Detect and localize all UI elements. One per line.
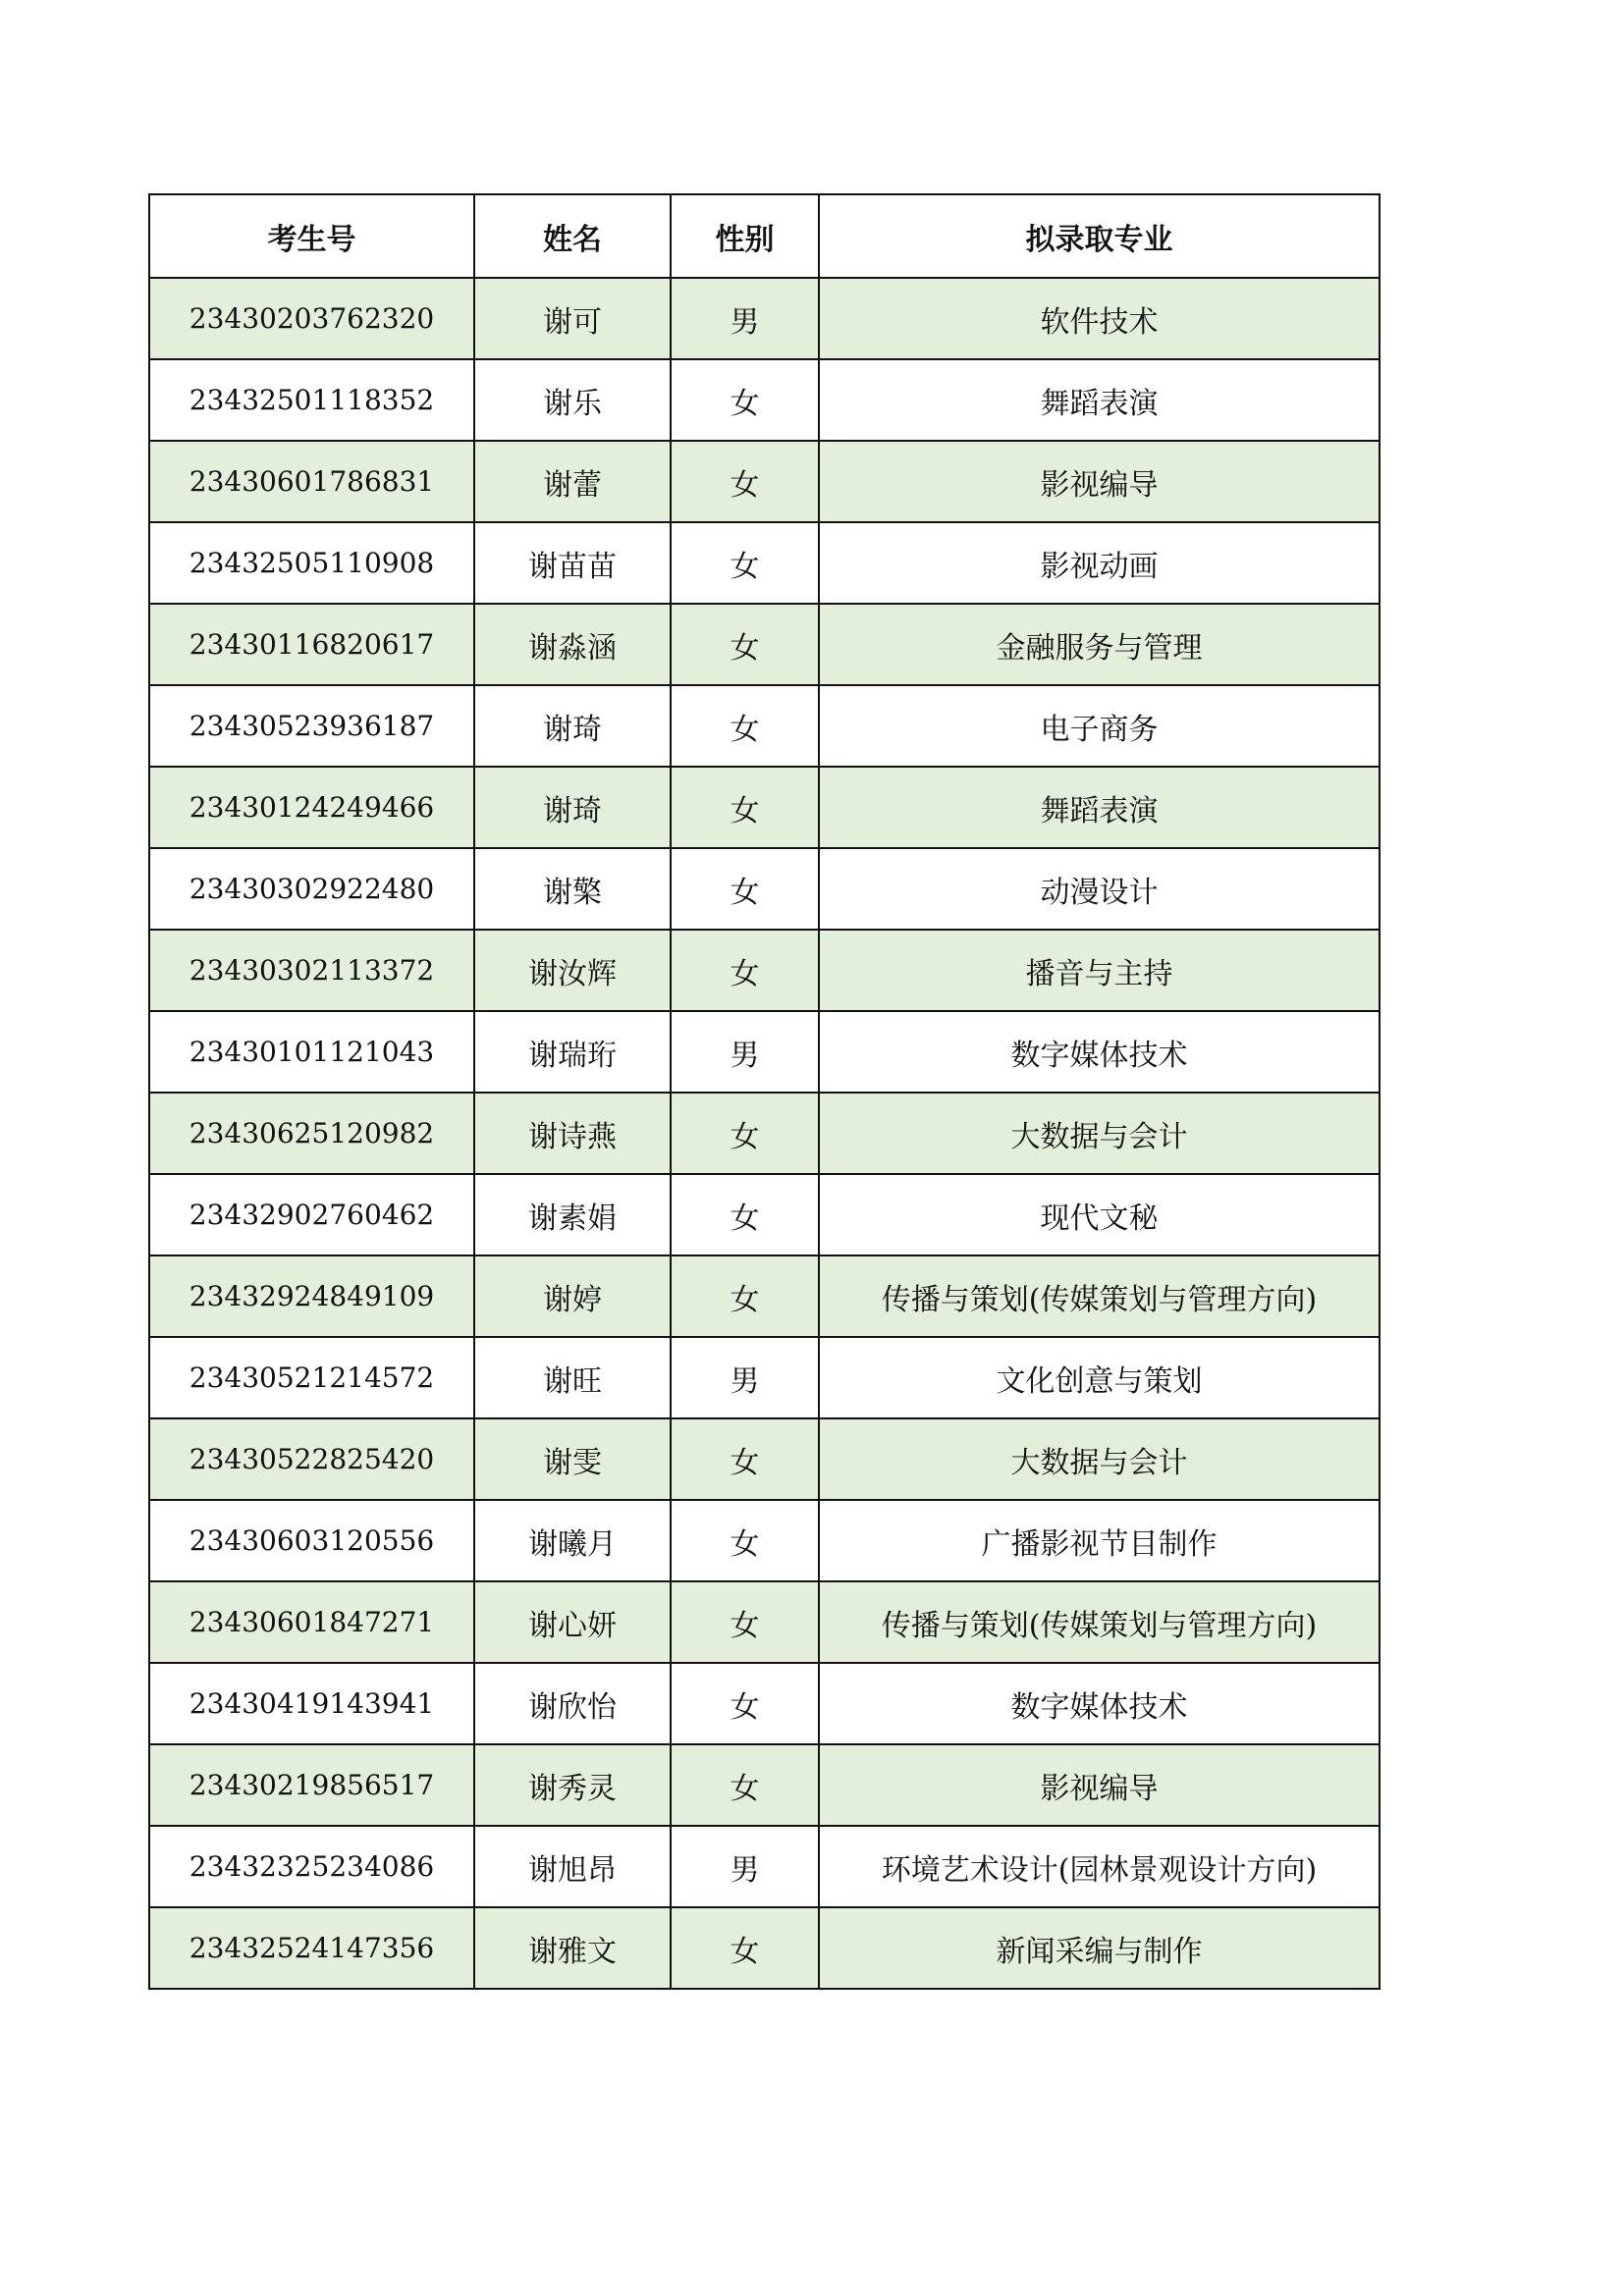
name-cell: 谢旺 <box>474 1337 671 1418</box>
table-row <box>149 848 1380 930</box>
major-cell: 电子商务 <box>819 685 1380 767</box>
exam-id-cell: 23432501118352 <box>149 359 474 441</box>
exam-id-cell: 23430603120556 <box>149 1500 474 1581</box>
gender-cell: 女 <box>671 767 819 848</box>
gender-cell: 女 <box>671 522 819 604</box>
exam-id-cell: 23430302922480 <box>149 848 474 930</box>
major-cell: 动漫设计 <box>819 848 1380 930</box>
name-cell: 谢瑞珩 <box>474 1011 671 1093</box>
name-cell: 谢素娟 <box>474 1174 671 1255</box>
gender-cell: 女 <box>671 1093 819 1174</box>
gender-cell: 女 <box>671 685 819 767</box>
gender-cell: 女 <box>671 441 819 522</box>
table-row <box>149 1500 1380 1581</box>
major-cell: 影视动画 <box>819 522 1380 604</box>
exam-id-cell: 23430601786831 <box>149 441 474 522</box>
exam-id-cell: 23430101121043 <box>149 1011 474 1093</box>
name-cell: 谢雯 <box>474 1418 671 1500</box>
name-cell: 谢檠 <box>474 848 671 930</box>
table-row <box>149 1907 1380 1989</box>
major-cell: 环境艺术设计(园林景观设计方向) <box>819 1826 1380 1907</box>
table-row <box>149 604 1380 685</box>
gender-cell: 男 <box>671 1337 819 1418</box>
major-cell: 金融服务与管理 <box>819 604 1380 685</box>
major-cell: 新闻采编与制作 <box>819 1907 1380 1989</box>
table-row <box>149 1663 1380 1744</box>
exam-id-cell: 23432505110908 <box>149 522 474 604</box>
name-cell: 谢雅文 <box>474 1907 671 1989</box>
table-row <box>149 359 1380 441</box>
exam-id-cell: 23430625120982 <box>149 1093 474 1174</box>
name-cell: 谢琦 <box>474 767 671 848</box>
exam-id-cell: 23430419143941 <box>149 1663 474 1744</box>
table-row <box>149 1418 1380 1500</box>
major-cell: 传播与策划(传媒策划与管理方向) <box>819 1255 1380 1337</box>
gender-cell: 女 <box>671 1500 819 1581</box>
table-row <box>149 522 1380 604</box>
name-cell: 谢可 <box>474 278 671 359</box>
gender-cell: 女 <box>671 848 819 930</box>
table-row <box>149 278 1380 359</box>
header-gender: 性别 <box>671 194 819 278</box>
exam-id-cell: 23432902760462 <box>149 1174 474 1255</box>
table-row <box>149 1255 1380 1337</box>
major-cell: 舞蹈表演 <box>819 359 1380 441</box>
name-cell: 谢欣怡 <box>474 1663 671 1744</box>
header-row <box>149 194 1380 278</box>
name-cell: 谢琦 <box>474 685 671 767</box>
table-row <box>149 441 1380 522</box>
gender-cell: 女 <box>671 359 819 441</box>
major-cell: 播音与主持 <box>819 930 1380 1011</box>
name-cell: 谢心妍 <box>474 1581 671 1663</box>
gender-cell: 女 <box>671 604 819 685</box>
exam-id-cell: 23432325234086 <box>149 1826 474 1907</box>
major-cell: 软件技术 <box>819 278 1380 359</box>
exam-id-cell: 23430302113372 <box>149 930 474 1011</box>
major-cell: 舞蹈表演 <box>819 767 1380 848</box>
exam-id-cell: 23430124249466 <box>149 767 474 848</box>
admission-table <box>148 193 1380 1990</box>
major-cell: 大数据与会计 <box>819 1418 1380 1500</box>
major-cell: 影视编导 <box>819 1744 1380 1826</box>
gender-cell: 男 <box>671 1011 819 1093</box>
table-row <box>149 1011 1380 1093</box>
major-cell: 大数据与会计 <box>819 1093 1380 1174</box>
gender-cell: 女 <box>671 1581 819 1663</box>
gender-cell: 女 <box>671 1907 819 1989</box>
table-row <box>149 1174 1380 1255</box>
name-cell: 谢淼涵 <box>474 604 671 685</box>
exam-id-cell: 23432924849109 <box>149 1255 474 1337</box>
table-row <box>149 1581 1380 1663</box>
gender-cell: 女 <box>671 1663 819 1744</box>
header-major: 拟录取专业 <box>819 194 1380 278</box>
name-cell: 谢诗燕 <box>474 1093 671 1174</box>
gender-cell: 女 <box>671 1744 819 1826</box>
name-cell: 谢秀灵 <box>474 1744 671 1826</box>
name-cell: 谢苗苗 <box>474 522 671 604</box>
exam-id-cell: 23430219856517 <box>149 1744 474 1826</box>
name-cell: 谢蕾 <box>474 441 671 522</box>
gender-cell: 男 <box>671 278 819 359</box>
table-row <box>149 1826 1380 1907</box>
exam-id-cell: 23430522825420 <box>149 1418 474 1500</box>
table-body <box>149 278 1380 1989</box>
admission-list-sheet <box>148 193 1379 1990</box>
name-cell: 谢曦月 <box>474 1500 671 1581</box>
gender-cell: 女 <box>671 1255 819 1337</box>
gender-cell: 女 <box>671 1418 819 1500</box>
name-cell: 谢乐 <box>474 359 671 441</box>
exam-id-cell: 23430116820617 <box>149 604 474 685</box>
exam-id-cell: 23430203762320 <box>149 278 474 359</box>
table-row <box>149 1337 1380 1418</box>
gender-cell: 男 <box>671 1826 819 1907</box>
exam-id-cell: 23432524147356 <box>149 1907 474 1989</box>
gender-cell: 女 <box>671 1174 819 1255</box>
major-cell: 数字媒体技术 <box>819 1011 1380 1093</box>
header-exam-id: 考生号 <box>149 194 474 278</box>
table-header <box>149 194 1380 278</box>
table-row <box>149 1744 1380 1826</box>
major-cell: 数字媒体技术 <box>819 1663 1380 1744</box>
major-cell: 传播与策划(传媒策划与管理方向) <box>819 1581 1380 1663</box>
table-row <box>149 1093 1380 1174</box>
table-row <box>149 930 1380 1011</box>
exam-id-cell: 23430521214572 <box>149 1337 474 1418</box>
header-name: 姓名 <box>474 194 671 278</box>
name-cell: 谢旭昂 <box>474 1826 671 1907</box>
table-row <box>149 767 1380 848</box>
table-row <box>149 685 1380 767</box>
major-cell: 影视编导 <box>819 441 1380 522</box>
name-cell: 谢婷 <box>474 1255 671 1337</box>
exam-id-cell: 23430523936187 <box>149 685 474 767</box>
gender-cell: 女 <box>671 930 819 1011</box>
major-cell: 广播影视节目制作 <box>819 1500 1380 1581</box>
exam-id-cell: 23430601847271 <box>149 1581 474 1663</box>
major-cell: 现代文秘 <box>819 1174 1380 1255</box>
name-cell: 谢汝辉 <box>474 930 671 1011</box>
major-cell: 文化创意与策划 <box>819 1337 1380 1418</box>
